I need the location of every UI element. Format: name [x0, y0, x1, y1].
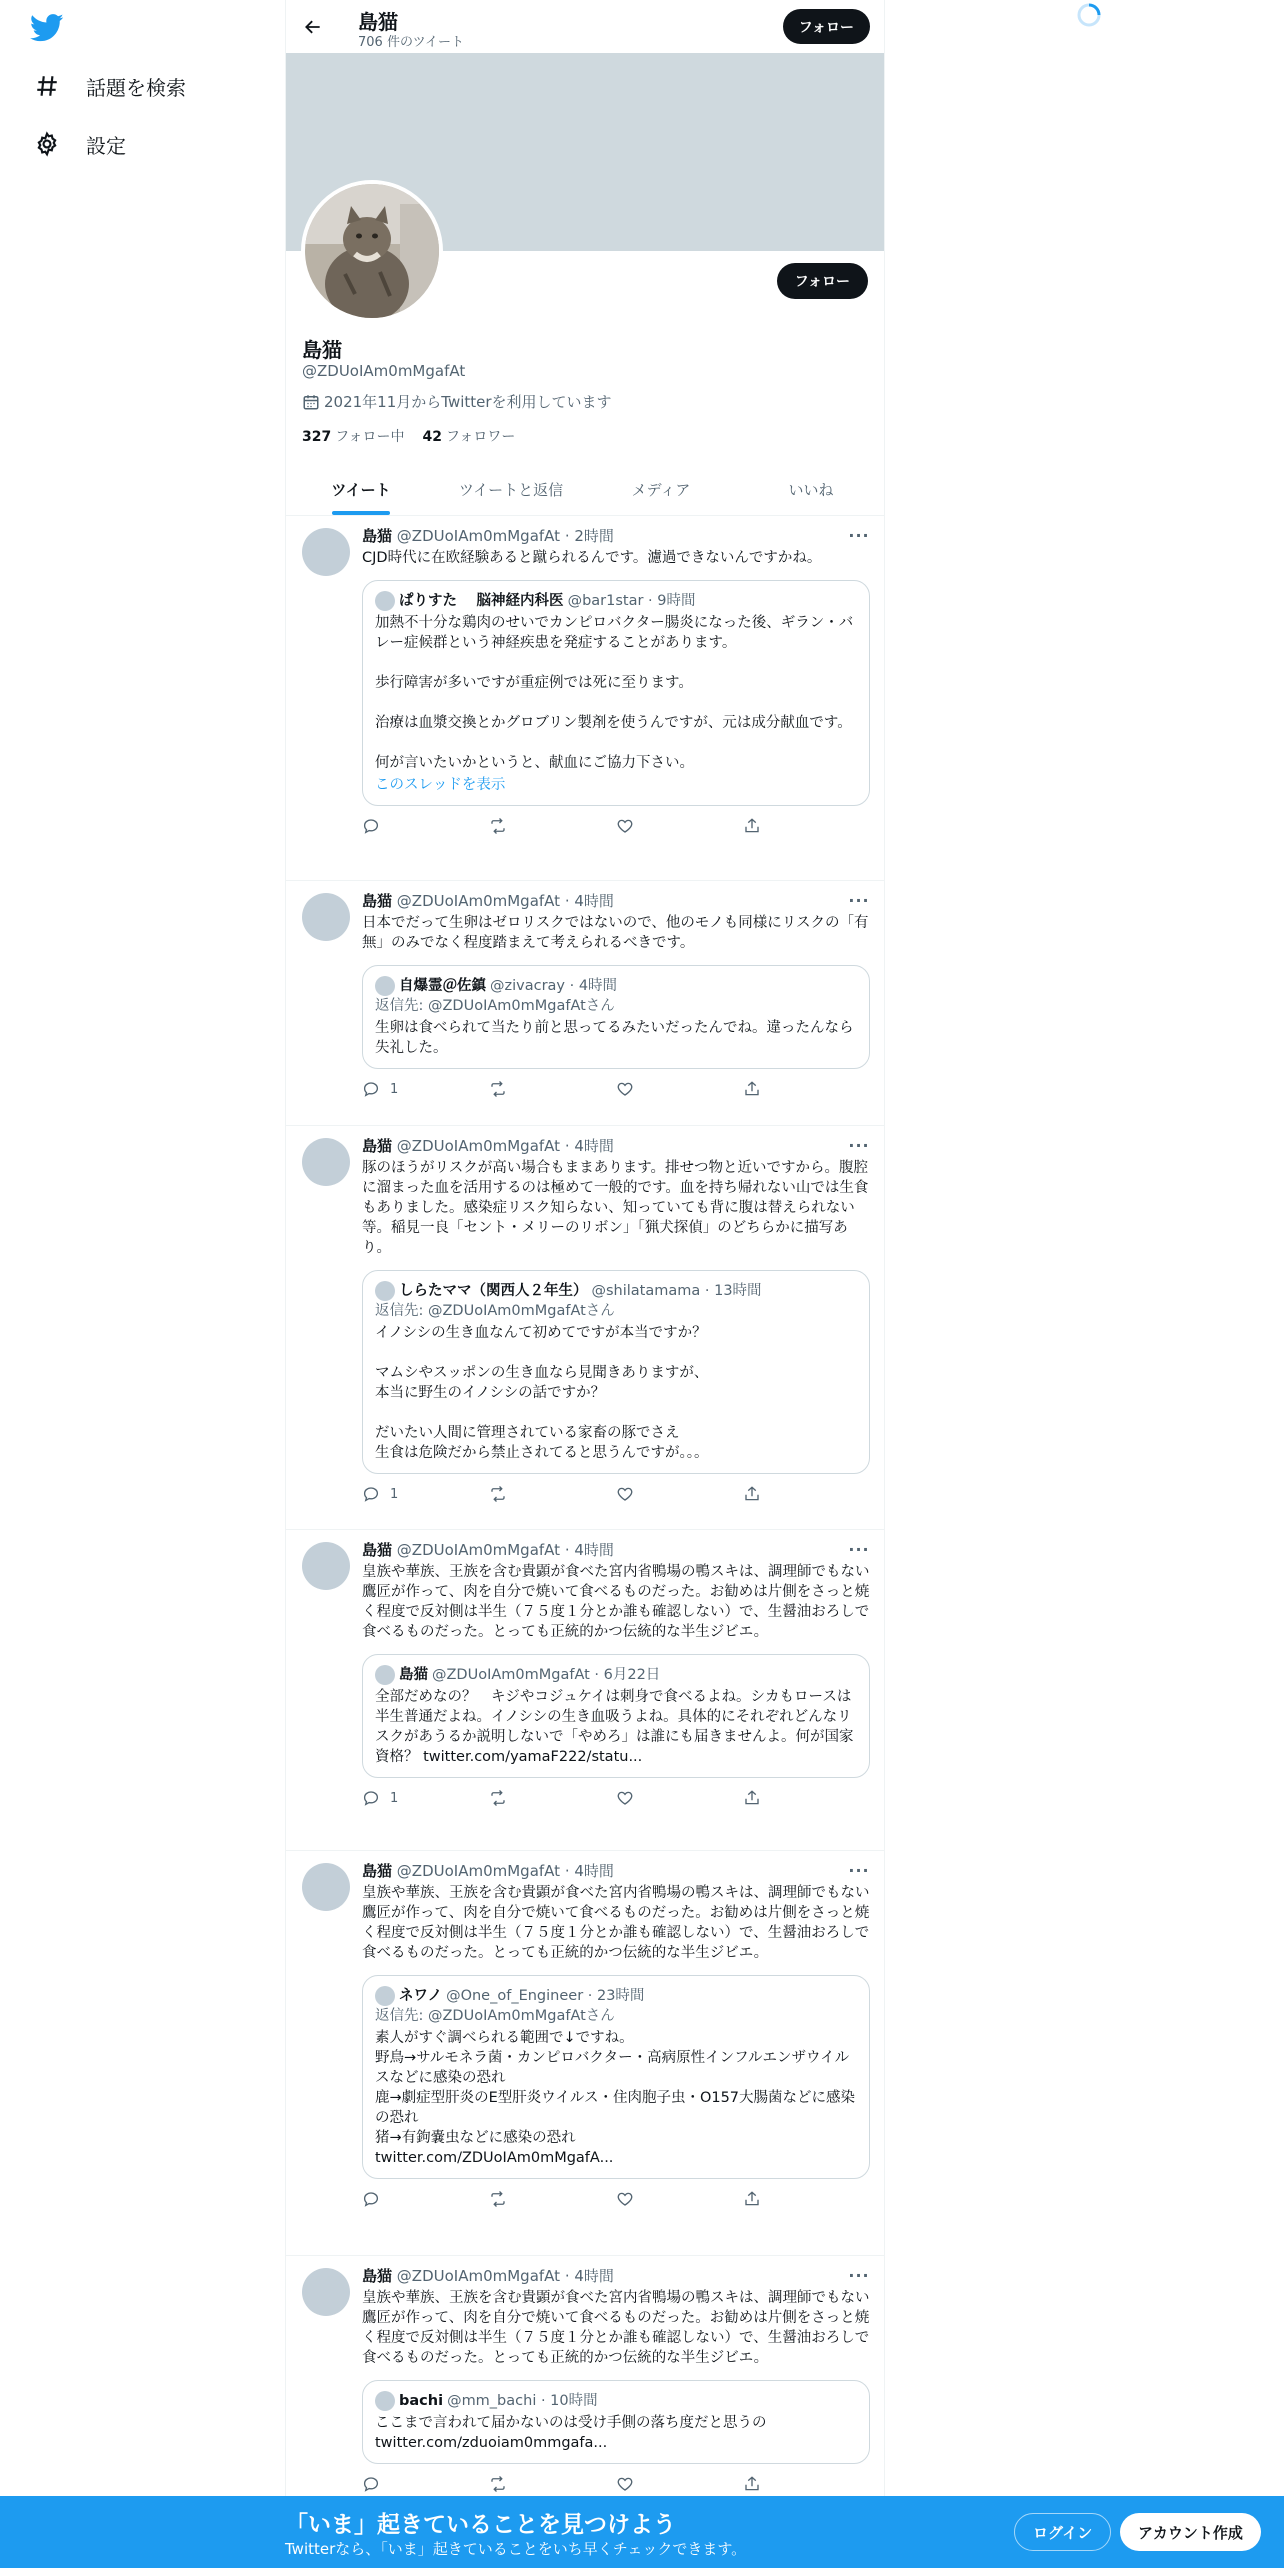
reply-count: 1: [390, 1486, 399, 1502]
reply-button[interactable]: [362, 817, 489, 835]
retweet-icon: [489, 2475, 507, 2493]
quoted-tweet-text: 素人がすぐ調べられる範囲で↓ですね。 野鳥→サルモネラ菌・カンピロバクター・高病原性インフルエンザウイルスなどに感染の恐れ 鹿→劇症型肝炎のE型肝炎ウイルス・住肉胞子虫・O157大腸菌などに感染の恐れ 猪→有鉤嚢虫などに感染の恐れ twitter.com/ZDUoIAm0mMgafA...: [375, 2030, 856, 2166]
quoted-author-name: ぱりすた 脳神経内科医: [399, 593, 564, 609]
reply-button[interactable]: [362, 2475, 489, 2493]
tweet-header: [362, 1136, 870, 1156]
tweet-text: 皇族や華族、王族を含む貴顕が食べた宮内省鴨場の鴨スキは、調理師でもない鷹匠が作って、肉を自分で焼いて食べるものだった。お勧めは片側をさっと焼く程度で反対側は半生（７５度１分とか誰も確認しない）で、生醤油おろしで食べるものだった。とっても正統的かつ伝統的な半生ジビエ。: [362, 2290, 870, 2366]
tweet-actions: [362, 1788, 870, 1808]
quoted-author-meta: @mm_bachi · 10時間: [447, 2393, 598, 2409]
tweet-author-name[interactable]: 島猫: [362, 2267, 393, 2285]
profile-avatar[interactable]: [301, 180, 443, 322]
share-icon: [743, 1789, 761, 1807]
header-title: 島猫: [358, 10, 398, 34]
followers-label: フォロワー: [446, 429, 516, 445]
heart-icon: [616, 1485, 634, 1503]
tweet-author-name[interactable]: 島猫: [362, 892, 393, 910]
reply-button[interactable]: [362, 1080, 489, 1098]
quoted-author-name: ネワノ: [399, 1988, 443, 2004]
loading-spinner-icon: [1076, 2, 1102, 28]
retweet-button[interactable]: [489, 1789, 616, 1807]
like-button[interactable]: [616, 2475, 743, 2493]
signup-prompt-bar: [0, 2496, 1284, 2568]
heart-icon: [616, 817, 634, 835]
tweet-header: [362, 1540, 870, 1560]
share-icon: [743, 1485, 761, 1503]
tweet-author-meta[interactable]: @ZDUoIAm0mMgafAt · 4時間: [396, 892, 614, 910]
retweet-icon: [489, 817, 507, 835]
quoted-reply-to[interactable]: 返信先: @ZDUoIAm0mMgafAtさん: [375, 1303, 615, 1319]
tweet-text: 日本でだって生卵はゼロリスクではないので、他のモノも同様にリスクの「有無」のみでなく程度踏まえて考えられるべきです。: [362, 915, 869, 951]
tweet-avatar[interactable]: [302, 1138, 350, 1186]
tweet-text: 豚のほうがリスクが高い場合もままあります。排せつ物と近いですから。腹腔に溜まった血を活用するのは極めて一般的です。血を持ち帰れない山では生食もありました。感染症リスク知らない、知っていても背に腹は替えられない等。稲見一良「セント・メリーのリボン」「猟犬探偵」のどちらかに描写あり。: [362, 1160, 869, 1256]
header-tweet-count: 706 件のツイート: [358, 35, 465, 50]
quoted-author-meta: @zivacray · 4時間: [490, 978, 618, 994]
followers-link[interactable]: [423, 426, 516, 446]
hashtag-icon: [30, 69, 64, 103]
like-button[interactable]: [616, 2190, 743, 2208]
retweet-icon: [489, 1485, 507, 1503]
signup-prompt-title: 「いま」起きていることを見つけよう: [285, 2512, 676, 2538]
quoted-tweet-avatar: [375, 976, 395, 996]
tweet-body: [362, 1136, 870, 1504]
tweet-avatar[interactable]: [302, 528, 350, 576]
profile-follow-button[interactable]: フォロー: [777, 263, 868, 299]
quoted-tweet-avatar: [375, 2391, 395, 2411]
like-button[interactable]: [616, 817, 743, 835]
quoted-reply-to[interactable]: 返信先: @ZDUoIAm0mMgafAtさん: [375, 2008, 615, 2024]
more-options-icon[interactable]: ···: [848, 1860, 870, 1880]
cat-photo-icon: [305, 184, 439, 318]
quoted-tweet-header: [375, 1665, 857, 1685]
quoted-author-name: 自爆霊＠佐鎮: [399, 978, 486, 994]
reply-icon: [362, 2475, 380, 2493]
tweet-body: [362, 1540, 870, 1808]
tweet-header: [362, 1861, 870, 1881]
tweet-actions: [362, 816, 870, 836]
retweet-button[interactable]: [489, 817, 616, 835]
reply-icon: [362, 817, 380, 835]
share-button[interactable]: [743, 1485, 870, 1503]
like-button[interactable]: [616, 1080, 743, 1098]
retweet-button[interactable]: [489, 2190, 616, 2208]
quoted-tweet[interactable]: [362, 580, 870, 806]
quoted-tweet-header: [375, 591, 857, 611]
retweet-button[interactable]: [489, 2475, 616, 2493]
tweet-body: [362, 1861, 870, 2209]
quoted-tweet[interactable]: [362, 1270, 870, 1474]
signup-prompt-subtitle: Twitterなら、「いま」起きていることをいち早くチェックできます。: [285, 2540, 747, 2558]
nav-settings-label: 設定: [86, 133, 126, 158]
profile-header-bar: [286, 0, 885, 53]
tweet[interactable]: [286, 1851, 885, 2256]
quoted-author-name: しらたママ（関西人２年生）: [399, 1283, 588, 1299]
quoted-tweet[interactable]: [362, 2380, 870, 2464]
tweet-header: [362, 526, 870, 546]
tweet-avatar[interactable]: [302, 1863, 350, 1911]
tweet[interactable]: [286, 516, 885, 881]
header-follow-button[interactable]: フォロー: [783, 9, 870, 44]
tweet-author-meta[interactable]: @ZDUoIAm0mMgafAt · 4時間: [396, 1137, 614, 1155]
share-icon: [743, 2475, 761, 2493]
tweet-actions: [362, 1484, 870, 1504]
profile-handle: @ZDUoIAm0mMgafAt: [302, 362, 466, 380]
quoted-tweet-avatar: [375, 1665, 395, 1685]
tweet-text: CJD時代に在欧経験あると蹴られるんです。濾過できないんですかね。: [362, 550, 822, 566]
tweet-actions: [362, 1079, 870, 1099]
quoted-tweet[interactable]: [362, 965, 870, 1069]
share-icon: [743, 2190, 761, 2208]
quoted-tweet[interactable]: [362, 1654, 870, 1778]
quoted-tweet-text: 生卵は食べられて当たり前と思ってるみたいだったんでね。違ったんなら失礼した。: [375, 1020, 854, 1056]
tweet[interactable]: [286, 1530, 885, 1851]
reply-count: 1: [390, 1790, 399, 1806]
tweet-actions: [362, 2474, 870, 2494]
quoted-reply-to[interactable]: 返信先: @ZDUoIAm0mMgafAtさん: [375, 998, 615, 1014]
tweet-author-meta[interactable]: @ZDUoIAm0mMgafAt · 4時間: [396, 1862, 614, 1880]
tab-likes[interactable]: いいね: [788, 480, 834, 499]
quoted-tweet-header: [375, 1986, 857, 2006]
more-options-icon[interactable]: ···: [848, 525, 870, 545]
quoted-tweet-text: イノシシの生き血なんて初めてですが本当ですか？ マムシやスッポンの生き血なら見聞きありますが、 本当に野生のイノシシの話ですか？ だいたい人間に管理されている家畜の豚でさえ 生食は危険だから禁止されてると思うんですが。。。: [375, 1325, 709, 1461]
like-button[interactable]: [616, 1485, 743, 1503]
tweet-body: [362, 526, 870, 836]
gear-icon: [30, 127, 64, 161]
twitter-logo-icon[interactable]: [30, 10, 70, 50]
following-label: フォロー中: [335, 429, 405, 445]
tweet-avatar[interactable]: [302, 1542, 350, 1590]
quoted-author-meta: @ZDUoIAm0mMgafAt · 6月22日: [432, 1667, 661, 1683]
tweet-header: [362, 2266, 870, 2286]
more-options-icon[interactable]: ···: [848, 890, 870, 910]
more-options-icon[interactable]: ···: [848, 1135, 870, 1155]
heart-icon: [616, 2475, 634, 2493]
profile-name: 島猫: [302, 338, 342, 362]
tweet-text: 皇族や華族、王族を含む貴顕が食べた宮内省鴨場の鴨スキは、調理師でもない鷹匠が作って、肉を自分で焼いて食べるものだった。お勧めは片側をさっと焼く程度で反対側は半生（７５度１分とか誰も確認しない）で、生醤油おろしで食べるものだった。とっても正統的かつ伝統的な半生ジビエ。: [362, 1885, 870, 1961]
share-icon: [743, 1080, 761, 1098]
share-button[interactable]: [743, 1789, 870, 1807]
tab-tweets-and-replies[interactable]: ツイートと返信: [458, 480, 564, 499]
tweet[interactable]: [286, 881, 885, 1126]
quoted-tweet-header: [375, 976, 857, 996]
heart-icon: [616, 1080, 634, 1098]
reply-icon: [362, 1485, 380, 1503]
tweet-actions: [362, 2189, 870, 2209]
quoted-author-meta: @One_of_Engineer · 23時間: [446, 1988, 645, 2004]
profile-joined-text: 2021年11月からTwitterを利用しています: [324, 393, 612, 411]
tweet-text: 皇族や華族、王族を含む貴顕が食べた宮内省鴨場の鴨スキは、調理師でもない鷹匠が作って、肉を自分で焼いて食べるものだった。お勧めは片側をさっと焼く程度で反対側は半生（７５度１分とか誰も確認しない）で、生醤油おろしで食べるものだった。とっても正統的かつ伝統的な半生ジビエ。: [362, 1564, 870, 1640]
quoted-tweet-header: [375, 1281, 857, 1301]
reply-icon: [362, 1080, 380, 1098]
tweet-author-name[interactable]: 島猫: [362, 1862, 393, 1880]
more-options-icon[interactable]: ···: [848, 2265, 870, 2285]
nav-explore[interactable]: [30, 64, 186, 108]
share-icon: [743, 817, 761, 835]
quoted-tweet-avatar: [375, 591, 395, 611]
quoted-author-name: bachi: [399, 2393, 444, 2409]
tweet-body: [362, 891, 870, 1099]
tweet-author-meta[interactable]: @ZDUoIAm0mMgafAt · 4時間: [396, 2267, 614, 2285]
share-button[interactable]: [743, 817, 870, 835]
followers-count: 42: [422, 429, 443, 445]
show-thread-link[interactable]: このスレッドを表示: [375, 777, 506, 793]
tweet-header: [362, 891, 870, 911]
quoted-tweet[interactable]: [362, 1975, 870, 2179]
tab-tweets[interactable]: ツイート: [286, 463, 436, 515]
calendar-icon: [302, 393, 320, 411]
retweet-icon: [489, 1080, 507, 1098]
tweet-author-name[interactable]: 島猫: [362, 1541, 393, 1559]
heart-icon: [616, 1789, 634, 1807]
following-link[interactable]: [302, 426, 405, 446]
reply-button[interactable]: [362, 1485, 489, 1503]
login-button[interactable]: ログイン: [1014, 2513, 1111, 2551]
quoted-tweet-avatar: [375, 1986, 395, 2006]
left-navigation: [0, 0, 285, 2568]
retweet-icon: [489, 1789, 507, 1807]
tweet-author-name[interactable]: 島猫: [362, 527, 393, 545]
tweet-author-meta[interactable]: @ZDUoIAm0mMgafAt · 2時間: [396, 527, 614, 545]
more-options-icon[interactable]: ···: [848, 1539, 870, 1559]
reply-icon: [362, 2190, 380, 2208]
tweet-author-name[interactable]: 島猫: [362, 1137, 393, 1155]
tweet-avatar[interactable]: [302, 893, 350, 941]
quoted-tweet-avatar: [375, 1281, 395, 1301]
quoted-author-meta: @bar1star · 9時間: [567, 593, 696, 609]
share-button[interactable]: [743, 2475, 870, 2493]
like-button[interactable]: [616, 1789, 743, 1807]
tab-media[interactable]: メディア: [631, 480, 691, 499]
tweet-author-meta[interactable]: @ZDUoIAm0mMgafAt · 4時間: [396, 1541, 614, 1559]
profile-stats: [302, 426, 533, 446]
signup-button[interactable]: アカウント作成: [1120, 2513, 1261, 2551]
retweet-icon: [489, 2190, 507, 2208]
tweet-body: [362, 2266, 870, 2494]
quoted-author-name: 島猫: [399, 1667, 428, 1683]
share-button[interactable]: [743, 2190, 870, 2208]
retweet-button[interactable]: [489, 1485, 616, 1503]
heart-icon: [616, 2190, 634, 2208]
retweet-button[interactable]: [489, 1080, 616, 1098]
profile-timeline-column: [285, 0, 885, 2568]
back-arrow-icon[interactable]: [296, 10, 330, 44]
quoted-tweet-text: 加熱不十分な鶏肉のせいでカンピロバクター腸炎になった後、ギラン・バレー症候群という神経疾患を発症することがあります。 歩行障害が多いですが重症例では死に至ります。 治療は血漿交換とかグロブリン製剤を使うんですが、元は成分献血です。 何が言いたいかというと、献血にご協力下さい。: [375, 615, 854, 771]
reply-button[interactable]: [362, 2190, 489, 2208]
share-button[interactable]: [743, 1080, 870, 1098]
tweet-avatar[interactable]: [302, 2268, 350, 2316]
reply-button[interactable]: [362, 1789, 489, 1807]
profile-joined: [302, 391, 612, 412]
nav-explore-label: 話題を検索: [86, 75, 186, 100]
nav-settings[interactable]: [30, 122, 126, 166]
quoted-tweet-header: [375, 2391, 857, 2411]
following-count: 327: [302, 429, 332, 445]
tweet[interactable]: [286, 1126, 885, 1530]
quoted-tweet-text: 全部だめなの？ キジやコジュケイは刺身で食べるよね。シカもロースは半生普通だよね。イノシシの生き血吸うよね。具体的にそれぞれどんなリスクがあうるか説明しないで「やめろ」は誰にも届きませんよ。何が国家資格？ twitter.com/yamaF222/statu...: [375, 1689, 854, 1765]
quoted-tweet-text: ここまで言われて届かないのは受け手側の落ち度だと思うの twitter.com/zduoiam0mmgafa...: [375, 2415, 767, 2451]
reply-count: 1: [390, 1081, 399, 1097]
profile-tabs: [286, 463, 885, 516]
quoted-author-meta: @shilatamama · 13時間: [591, 1283, 762, 1299]
reply-icon: [362, 1789, 380, 1807]
